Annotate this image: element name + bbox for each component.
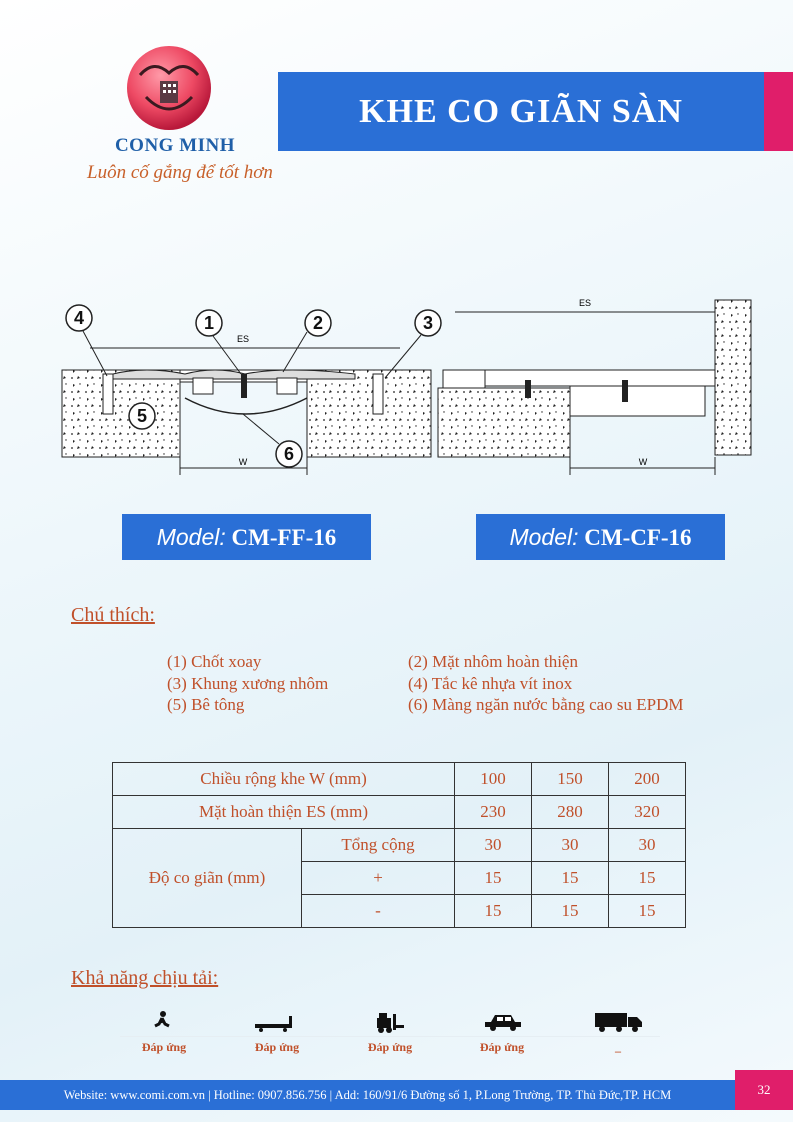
table-cell: 30 xyxy=(609,829,686,862)
load-label: Đáp ứng xyxy=(367,1040,413,1054)
sub-label: Tổng cộng xyxy=(302,829,455,862)
table-cell: 15 xyxy=(532,895,609,928)
table-cell: 100 xyxy=(455,763,532,796)
legend-col-left xyxy=(167,651,328,716)
table-cell: 15 xyxy=(609,862,686,895)
sub-label: - xyxy=(302,895,455,928)
technical-drawing xyxy=(55,290,755,480)
table-cell: 15 xyxy=(532,862,609,895)
table-cell: 30 xyxy=(532,829,609,862)
load-label: Đáp ứng xyxy=(254,1040,300,1054)
row-label: Độ co giãn (mm) xyxy=(113,829,302,928)
table-cell: 280 xyxy=(532,796,609,829)
table-cell: 15 xyxy=(455,862,532,895)
dim-es-left: ES xyxy=(236,334,250,344)
model-label-ff xyxy=(122,514,371,560)
logo xyxy=(126,45,212,131)
pedestrian-icon xyxy=(150,1010,174,1039)
table-cell: 320 xyxy=(609,796,686,829)
table-cell: 15 xyxy=(609,895,686,928)
legend-item: (6) Màng ngăn nước bằng cao su EPDM xyxy=(408,695,684,714)
spec-table xyxy=(112,762,686,928)
model-code: CM-CF-16 xyxy=(584,525,692,550)
table-cell: 230 xyxy=(455,796,532,829)
table-cell: 30 xyxy=(455,829,532,862)
callout-4: 4 xyxy=(73,308,85,328)
callout-2: 2 xyxy=(312,313,324,333)
model-prefix: Model: xyxy=(509,524,579,550)
legend-item: (4) Tắc kê nhựa vít inox xyxy=(408,673,573,693)
legend-item: (1) Chốt xoay xyxy=(167,652,262,671)
table-cell: 200 xyxy=(609,763,686,796)
load-label: Đáp ứng xyxy=(141,1040,187,1054)
car-icon xyxy=(483,1012,523,1037)
dim-w-left: W xyxy=(238,457,248,467)
title-accent xyxy=(764,72,793,151)
legend-item: (5) Bê tông xyxy=(167,695,245,714)
legend-item: (2) Mặt nhôm hoàn thiện xyxy=(408,652,578,671)
load-label: _ xyxy=(615,1040,621,1054)
page-title: KHE CO GIÃN SÀN xyxy=(359,93,683,130)
table-cell: 15 xyxy=(455,895,532,928)
dim-w-right: W xyxy=(638,457,648,467)
model-prefix: Model: xyxy=(156,524,226,550)
row-label: Mặt hoàn thiện ES (mm) xyxy=(113,796,455,829)
table-cell: 150 xyxy=(532,763,609,796)
legend-item: (3) Khung xương nhôm xyxy=(167,673,329,693)
callout-5: 5 xyxy=(136,406,148,426)
load-label: Đáp ứng xyxy=(479,1040,525,1054)
sub-label: + xyxy=(302,862,455,895)
callout-3: 3 xyxy=(422,313,434,333)
page-number: 32 xyxy=(735,1070,793,1110)
load-heading: Khả năng chịu tải: xyxy=(71,967,219,989)
brand-slogan: Luôn cố gắng để tốt hơn xyxy=(87,162,273,183)
model-label-cf xyxy=(476,514,725,560)
forklift-icon xyxy=(375,1012,405,1039)
footer-bar: Website: www.comi.com.vn | Hotline: 0907.856.756 | Add: 160/91/6 Đường số 1, P.Long Trường, TP. Thủ Đức,TP. HCM xyxy=(0,1080,735,1110)
table-row xyxy=(113,796,686,829)
divider xyxy=(120,1036,660,1037)
legend-col-right xyxy=(408,651,684,716)
table-row xyxy=(113,829,686,862)
callout-6: 6 xyxy=(283,444,295,464)
table-row xyxy=(113,763,686,796)
truck-icon xyxy=(595,1011,643,1038)
callout-1: 1 xyxy=(203,313,215,333)
row-label: Chiều rộng khe W (mm) xyxy=(113,763,455,796)
brand-name: CONG MINH xyxy=(114,135,236,156)
dim-es-right: ES xyxy=(578,298,592,308)
legend-heading: Chú thích: xyxy=(71,604,155,626)
model-code: CM-FF-16 xyxy=(231,525,337,550)
